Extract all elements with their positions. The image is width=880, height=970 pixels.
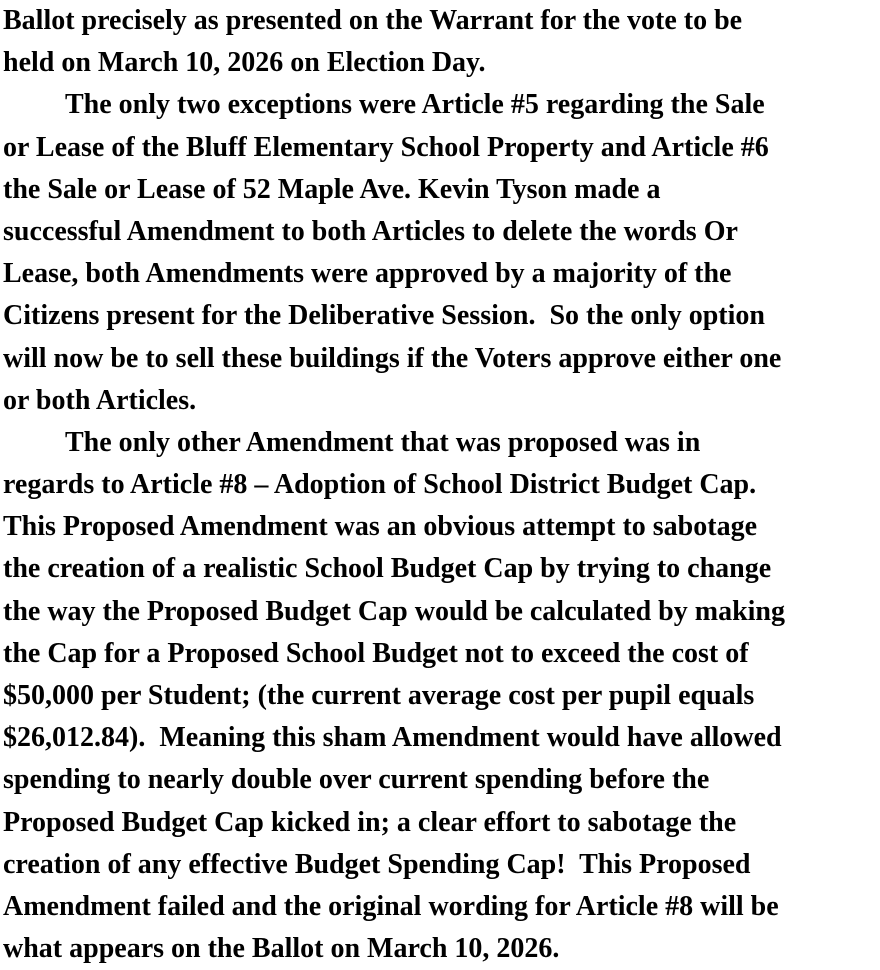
text-line-19: spending to nearly double over current spending before the bbox=[3, 764, 710, 796]
text-line-5: the Sale or Lease of 52 Maple Ave. Kevin Tyson made a bbox=[3, 173, 661, 205]
text-line-3: The only two exceptions were Article #5 regarding the Sale bbox=[65, 89, 765, 121]
text-line-16: the Cap for a Proposed School Budget not to exceed the cost of bbox=[3, 637, 749, 669]
text-line-14: the creation of a realistic School Budget Cap by trying to change bbox=[3, 553, 772, 585]
text-line-6: successful Amendment to both Articles to delete the words Or bbox=[3, 215, 738, 247]
text-line-2: held on March 10, 2026 on Election Day. bbox=[3, 47, 486, 79]
text-line-18: $26,012.84). Meaning this sham Amendment would have allowed bbox=[3, 722, 782, 754]
text-line-8: Citizens present for the Deliberative Session. So the only option bbox=[3, 300, 765, 332]
text-line-7: Lease, both Amendments were approved by a majority of the bbox=[3, 258, 732, 290]
text-line-11: The only other Amendment that was proposed was in bbox=[65, 426, 701, 458]
text-line-10: or both Articles. bbox=[3, 384, 197, 416]
text-line-20: Proposed Budget Cap kicked in; a clear effort to sabotage the bbox=[3, 806, 737, 838]
text-line-9: will now be to sell these buildings if the Voters approve either one bbox=[3, 342, 782, 374]
text-line-23: what appears on the Ballot on March 10, 2026. bbox=[3, 933, 560, 965]
text-line-12: regards to Article #8 – Adoption of School District Budget Cap. bbox=[3, 469, 757, 501]
text-line-15: the way the Proposed Budget Cap would be calculated by making bbox=[3, 595, 786, 627]
text-line-13: This Proposed Amendment was an obvious attempt to sabotage bbox=[3, 511, 757, 543]
text-line-4: or Lease of the Bluff Elementary School Property and Article #6 bbox=[3, 131, 769, 163]
text-line-1: Ballot precisely as presented on the Warrant for the vote to be bbox=[3, 5, 743, 36]
text-line-17: $50,000 per Student; (the current average cost per pupil equals bbox=[3, 680, 755, 711]
text-line-22: Amendment failed and the original wording for Article #8 will be bbox=[3, 890, 779, 922]
text-line-21: creation of any effective Budget Spending Cap! This Proposed bbox=[3, 848, 751, 880]
